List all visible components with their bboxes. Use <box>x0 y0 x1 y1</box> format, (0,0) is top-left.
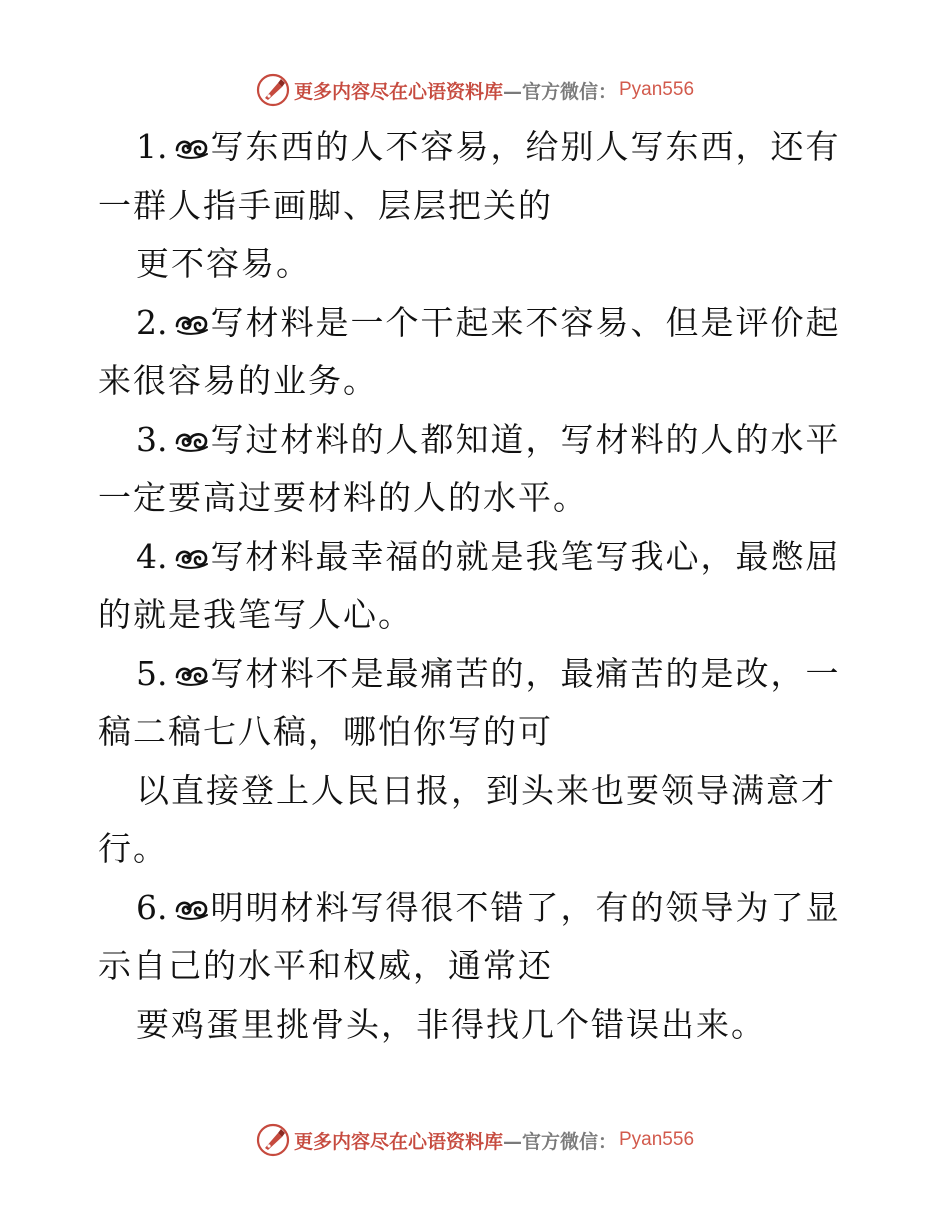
paragraph-text: 写材料不是最痛苦的，最痛苦的是改，一 <box>210 653 841 693</box>
paragraph-line <box>98 937 828 996</box>
pen-nib-logo-icon <box>256 1123 290 1157</box>
paragraph-line <box>98 996 828 1055</box>
paragraph-text: 的就是我笔写人心。 <box>98 595 413 634</box>
swirl-ornament-icon <box>174 896 210 922</box>
paragraph-text: 来很容易的业务。 <box>98 361 378 400</box>
paragraph-line <box>98 235 828 294</box>
numbered-paragraph-line <box>98 879 841 938</box>
swirl-ornament-icon <box>174 662 210 688</box>
paragraph-text: 写东西的人不容易，给别人写东西，还有 <box>210 127 841 166</box>
paragraph-text: 行。 <box>98 829 168 868</box>
swirl-ornament-icon <box>174 428 210 454</box>
paragraph-line <box>98 820 828 879</box>
paragraph-text: 以直接登上人民日报，到头来也要领导满意才 <box>136 770 836 810</box>
banner-main-text: 更多内容尽在心语资料库 <box>293 1130 503 1153</box>
paragraph-number: 3. <box>136 419 168 459</box>
paragraph-number: 5. <box>136 653 168 693</box>
paragraph-line <box>98 469 828 528</box>
paragraph-number: 2. <box>136 302 168 342</box>
paragraph-text: 稿二稿七八稿，哪怕你写的可 <box>98 712 553 751</box>
paragraph-text: 要鸡蛋里挑骨头，非得找几个错误出来。 <box>136 1004 766 1044</box>
paragraph-text: 一定要高过要材料的人的水平。 <box>98 478 588 517</box>
numbered-paragraph-line <box>98 294 841 353</box>
pen-nib-logo-icon <box>256 73 290 107</box>
header-banner <box>0 70 950 110</box>
numbered-paragraph-line <box>98 645 841 704</box>
swirl-ornament-icon <box>174 545 210 571</box>
paragraph-text: 写材料是一个干起来不容易、但是评价起 <box>210 302 841 342</box>
paragraph-text: 写材料最幸福的就是我笔写我心，最憋屈 <box>210 536 841 576</box>
banner-sub-text: —官方微信： <box>502 1130 617 1153</box>
numbered-paragraph-line <box>98 528 841 587</box>
banner-wechat-id: Pyan556 <box>619 1129 695 1150</box>
numbered-paragraph-line <box>98 118 841 177</box>
document-body <box>98 118 841 1054</box>
banner-wechat-id: Pyan556 <box>619 79 695 100</box>
paragraph-number: 6. <box>136 887 168 927</box>
paragraph-text: 一群人指手画脚、层层把关的 <box>98 185 553 225</box>
paragraph-line <box>98 762 836 821</box>
banner-main-text: 更多内容尽在心语资料库 <box>293 80 503 103</box>
paragraph-line <box>98 586 828 645</box>
paragraph-text: 更不容易。 <box>136 244 311 283</box>
paragraph-line <box>98 352 828 411</box>
paragraph-text: 示自己的水平和权威，通常还 <box>98 946 553 985</box>
swirl-ornament-icon <box>174 135 210 161</box>
paragraph-number: 4. <box>136 536 168 576</box>
paragraph-text: 写过材料的人都知道，写材料的人的水平 <box>210 419 841 459</box>
paragraph-number: 1. <box>136 127 168 166</box>
swirl-ornament-icon <box>174 311 210 337</box>
numbered-paragraph-line <box>98 411 841 470</box>
paragraph-line <box>98 177 828 236</box>
banner-sub-text: —官方微信： <box>502 80 617 103</box>
paragraph-text: 明明材料写得很不错了，有的领导为了显 <box>210 887 841 927</box>
paragraph-line <box>98 703 828 762</box>
footer-banner <box>0 1120 950 1160</box>
